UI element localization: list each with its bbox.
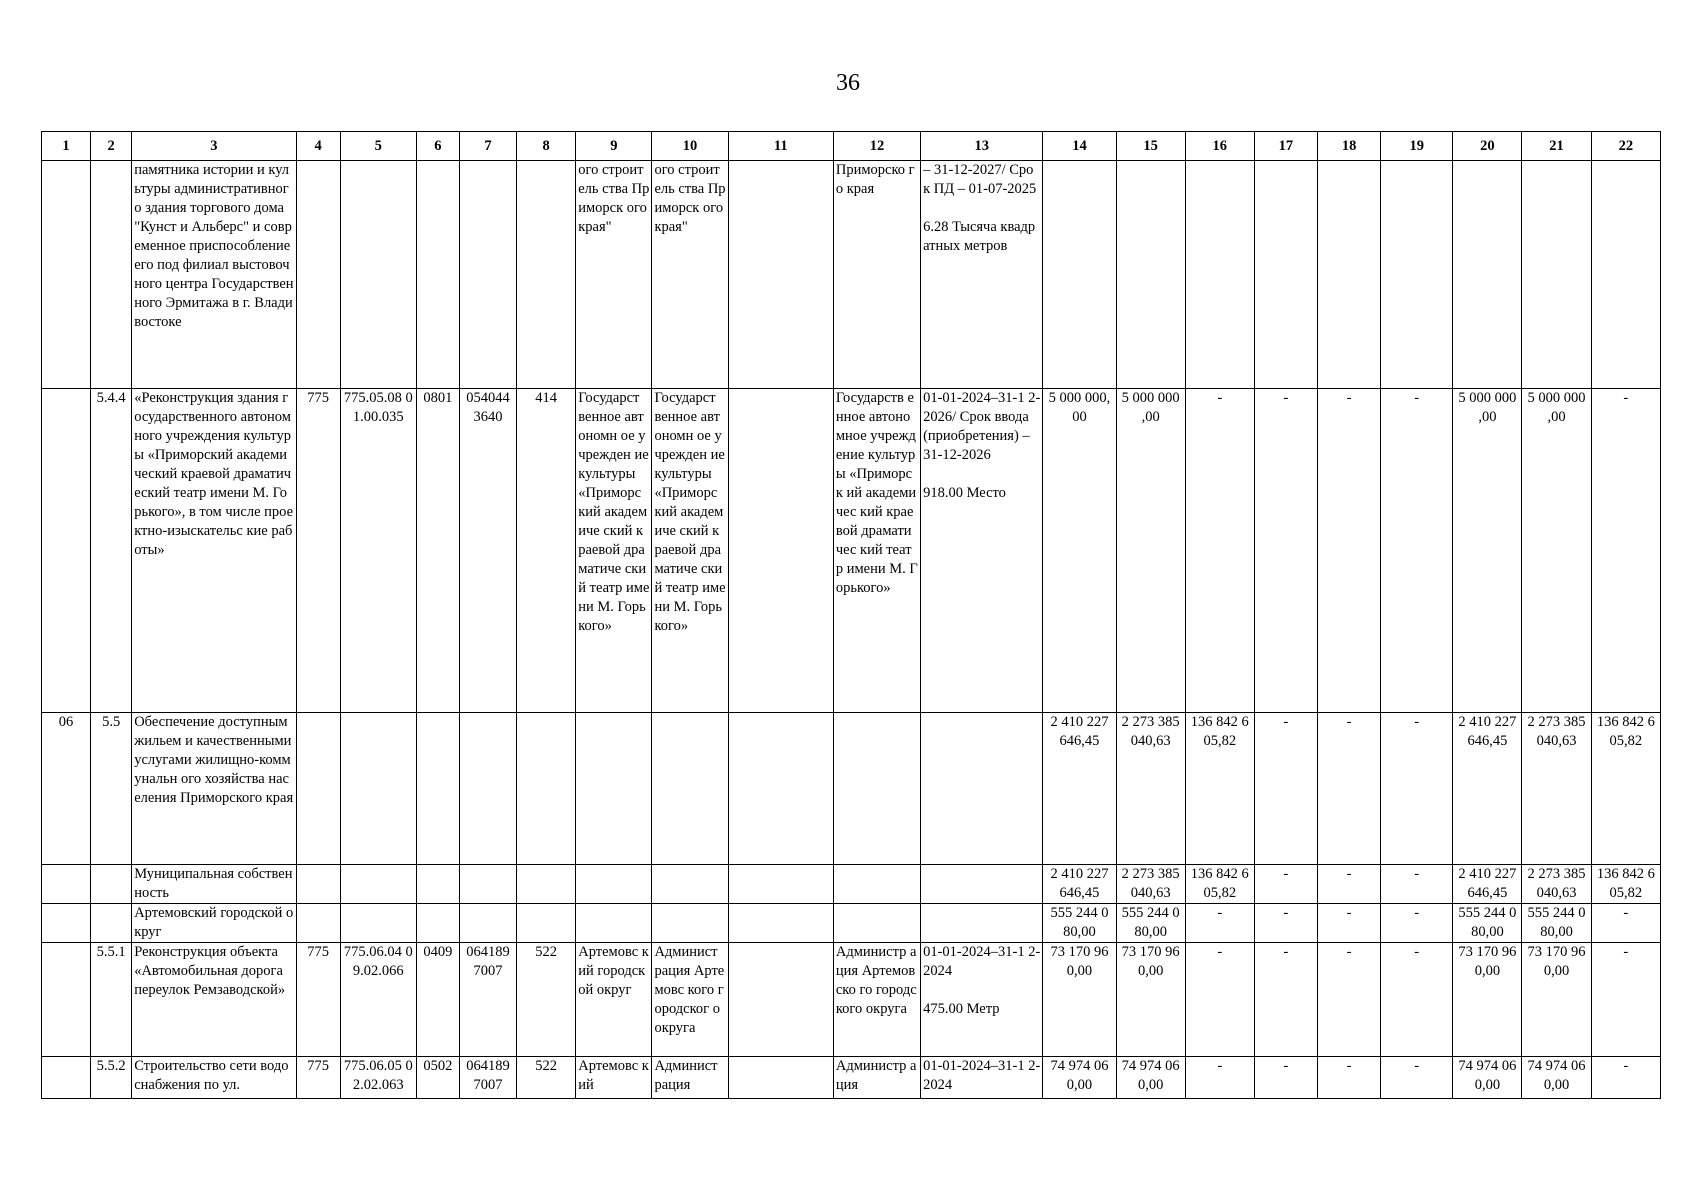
table-cell-col-17: - <box>1254 713 1317 865</box>
table-cell-col-21: 5 000 000 ,00 <box>1522 389 1591 713</box>
table-cell-col-6: 0502 <box>416 1057 459 1099</box>
table-row <box>42 943 1661 1057</box>
table-cell-col-17 <box>1254 161 1317 389</box>
table-cell-col-14: 74 974 06 0,00 <box>1043 1057 1116 1099</box>
table-row <box>42 161 1661 389</box>
table-cell-col-6: 0801 <box>416 389 459 713</box>
column-header: 12 <box>833 132 920 161</box>
column-header: 11 <box>728 132 833 161</box>
table-cell-col-11 <box>728 161 833 389</box>
table-cell-col-8: 414 <box>517 389 576 713</box>
table-cell-col-1 <box>42 904 91 943</box>
table-cell-col-2: 5.5 <box>91 713 132 865</box>
table-cell-col-12: Администр ация Артемовско го городского округа <box>833 943 920 1057</box>
table-cell-col-16 <box>1185 161 1254 389</box>
table-cell-col-15: 5 000 000 ,00 <box>1116 389 1185 713</box>
column-header: 14 <box>1043 132 1116 161</box>
column-header: 21 <box>1522 132 1591 161</box>
table-cell-col-12: Администр ация <box>833 1057 920 1099</box>
table-cell-col-17: - <box>1254 1057 1317 1099</box>
table-cell-col-18: - <box>1318 865 1381 904</box>
column-header: 7 <box>459 132 516 161</box>
table-cell-col-15 <box>1116 161 1185 389</box>
table-cell-col-10: Админист рация <box>652 1057 728 1099</box>
table-cell-col-4: 775 <box>296 389 340 713</box>
table-cell-col-3: Муниципальная собственность <box>132 865 296 904</box>
table-cell-col-3: «Реконструкция здания государственного автономного учреждения культуры «Приморский академический краевой драматический театр имени М. Горького», в том числе проектно-изыскательс кие работы» <box>132 389 296 713</box>
table-cell-col-22: 136 842 6 05,82 <box>1591 713 1660 865</box>
table-cell-col-10: Админист рация Артемовс кого городског о округа <box>652 943 728 1057</box>
table-cell-col-1 <box>42 1057 91 1099</box>
table-cell-col-21: 2 273 385 040,63 <box>1522 865 1591 904</box>
table-cell-col-12: Государств енное автономное учреждение культуры «Приморск ий академичес кий краевой драматичес кий театр имени М. Горького» <box>833 389 920 713</box>
table-cell-col-21: 73 170 96 0,00 <box>1522 943 1591 1057</box>
table-row <box>42 1057 1661 1099</box>
table-cell-col-22: 136 842 6 05,82 <box>1591 865 1660 904</box>
column-header: 22 <box>1591 132 1660 161</box>
table-cell-col-9 <box>576 713 652 865</box>
table-cell-col-3: Обеспечение доступным жильем и качественными услугами жилищно-коммунальн ого хозяйства населения Приморского края <box>132 713 296 865</box>
table-cell-col-5 <box>340 713 416 865</box>
table-row <box>42 865 1661 904</box>
table-cell-col-2: 5.5.2 <box>91 1057 132 1099</box>
table-cell-col-18: - <box>1318 1057 1381 1099</box>
table-cell-col-17: - <box>1254 904 1317 943</box>
table-cell-col-22: - <box>1591 943 1660 1057</box>
table-cell-col-7 <box>459 865 516 904</box>
table-cell-col-5 <box>340 161 416 389</box>
table-cell-col-22: - <box>1591 1057 1660 1099</box>
table-cell-col-10 <box>652 713 728 865</box>
table-cell-col-10 <box>652 904 728 943</box>
table-cell-col-19: - <box>1381 1057 1453 1099</box>
table-cell-col-19: - <box>1381 865 1453 904</box>
column-header: 13 <box>921 132 1043 161</box>
column-header: 18 <box>1318 132 1381 161</box>
table-cell-col-7 <box>459 161 516 389</box>
table-cell-col-20: 2 410 227 646,45 <box>1453 713 1522 865</box>
table-cell-col-2 <box>91 161 132 389</box>
table-cell-col-21 <box>1522 161 1591 389</box>
column-header: 19 <box>1381 132 1453 161</box>
table-cell-col-8 <box>517 161 576 389</box>
table-cell-col-6 <box>416 161 459 389</box>
table-row <box>42 713 1661 865</box>
table-cell-col-10 <box>652 865 728 904</box>
table-cell-col-13 <box>921 713 1043 865</box>
table-cell-col-13: – 31-12-2027/ Срок ПД – 01-07-2025 6.28 Тысяча квадратных метров <box>921 161 1043 389</box>
table-cell-col-9 <box>576 865 652 904</box>
table-cell-col-20: 555 244 0 80,00 <box>1453 904 1522 943</box>
table-cell-col-12: Приморско го края <box>833 161 920 389</box>
table-cell-col-19: - <box>1381 943 1453 1057</box>
table-cell-col-7: 064189 7007 <box>459 943 516 1057</box>
column-header: 16 <box>1185 132 1254 161</box>
column-header: 10 <box>652 132 728 161</box>
table-cell-col-1 <box>42 161 91 389</box>
column-header: 1 <box>42 132 91 161</box>
table-cell-col-14: 2 410 227 646,45 <box>1043 865 1116 904</box>
table-cell-col-11 <box>728 1057 833 1099</box>
page-number: 36 <box>836 70 860 96</box>
table-cell-col-5: 775.05.08 01.00.035 <box>340 389 416 713</box>
table-cell-col-12 <box>833 904 920 943</box>
budget-table <box>41 131 1661 1099</box>
table-cell-col-2: 5.4.4 <box>91 389 132 713</box>
table-cell-col-8 <box>517 904 576 943</box>
table-cell-col-13: 01-01-2024–31-1 2-2024 475.00 Метр <box>921 943 1043 1057</box>
table-cell-col-11 <box>728 865 833 904</box>
table-cell-col-16: - <box>1185 943 1254 1057</box>
table-cell-col-4: 775 <box>296 1057 340 1099</box>
table-cell-col-16: - <box>1185 1057 1254 1099</box>
table-cell-col-8 <box>517 713 576 865</box>
table-cell-col-17: - <box>1254 943 1317 1057</box>
header-row <box>42 132 1661 161</box>
table-cell-col-12 <box>833 865 920 904</box>
table-cell-col-6 <box>416 904 459 943</box>
table-cell-col-14: 2 410 227 646,45 <box>1043 713 1116 865</box>
table-cell-col-8: 522 <box>517 943 576 1057</box>
table-cell-col-14 <box>1043 161 1116 389</box>
table-cell-col-17: - <box>1254 865 1317 904</box>
table-cell-col-9: ого строитель ства Приморск ого края" <box>576 161 652 389</box>
table-cell-col-6 <box>416 865 459 904</box>
table-cell-col-22 <box>1591 161 1660 389</box>
table-cell-col-18: - <box>1318 943 1381 1057</box>
table-cell-col-13 <box>921 904 1043 943</box>
table-cell-col-15: 73 170 96 0,00 <box>1116 943 1185 1057</box>
table-cell-col-2: 5.5.1 <box>91 943 132 1057</box>
table-cell-col-11 <box>728 943 833 1057</box>
table-cell-col-18: - <box>1318 713 1381 865</box>
table-cell-col-1 <box>42 943 91 1057</box>
table-cell-col-21: 555 244 0 80,00 <box>1522 904 1591 943</box>
table-cell-col-6 <box>416 713 459 865</box>
table-row <box>42 904 1661 943</box>
table-cell-col-3: Артемовский городской округ <box>132 904 296 943</box>
table-cell-col-1 <box>42 865 91 904</box>
column-header: 5 <box>340 132 416 161</box>
table-cell-col-19: - <box>1381 713 1453 865</box>
table-cell-col-4 <box>296 865 340 904</box>
column-header: 20 <box>1453 132 1522 161</box>
table-cell-col-5 <box>340 904 416 943</box>
column-header: 4 <box>296 132 340 161</box>
table-cell-col-16: - <box>1185 904 1254 943</box>
table-cell-col-9 <box>576 904 652 943</box>
table-cell-col-3: Строительство сети водоснабжения по ул. <box>132 1057 296 1099</box>
table-cell-col-10: ого строитель ства Приморск ого края" <box>652 161 728 389</box>
table-cell-col-20: 73 170 96 0,00 <box>1453 943 1522 1057</box>
table-cell-col-16: 136 842 6 05,82 <box>1185 865 1254 904</box>
table-cell-col-13: 01-01-2024–31-1 2-2026/ Срок ввода (приобретения) – 31-12-2026 918.00 Место <box>921 389 1043 713</box>
table-cell-col-9: Государст венное автономн ое учрежден ие культуры «Приморс кий академиче ский краевой драматиче ский театр имени М. Горького» <box>576 389 652 713</box>
table-cell-col-19: - <box>1381 389 1453 713</box>
table-cell-col-11 <box>728 904 833 943</box>
table-cell-col-19 <box>1381 161 1453 389</box>
table-cell-col-11 <box>728 713 833 865</box>
table-cell-col-13 <box>921 865 1043 904</box>
table-cell-col-7 <box>459 904 516 943</box>
table-cell-col-18: - <box>1318 904 1381 943</box>
table-cell-col-15: 555 244 0 80,00 <box>1116 904 1185 943</box>
table-cell-col-20: 2 410 227 646,45 <box>1453 865 1522 904</box>
table-cell-col-21: 2 273 385 040,63 <box>1522 713 1591 865</box>
table-cell-col-4 <box>296 713 340 865</box>
column-header: 6 <box>416 132 459 161</box>
table-cell-col-18 <box>1318 161 1381 389</box>
table-cell-col-5: 775.06.04 09.02.066 <box>340 943 416 1057</box>
table-cell-col-5: 775.06.05 02.02.063 <box>340 1057 416 1099</box>
table-cell-col-3: Реконструкция объекта «Автомобильная дорога переулок Ремзаводской» <box>132 943 296 1057</box>
table-cell-col-21: 74 974 06 0,00 <box>1522 1057 1591 1099</box>
table-cell-col-3: памятника истории и культуры административного здания торгового дома "Кунст и Альберс" и современное приспособление его под филиал выстовочного центра Государственного Эрмитажа в г. Владивостоке <box>132 161 296 389</box>
table-cell-col-2 <box>91 904 132 943</box>
table-cell-col-14: 555 244 0 80,00 <box>1043 904 1116 943</box>
table-cell-col-7 <box>459 713 516 865</box>
column-header: 8 <box>517 132 576 161</box>
table-cell-col-15: 2 273 385 040,63 <box>1116 713 1185 865</box>
table-cell-col-2 <box>91 865 132 904</box>
column-header: 2 <box>91 132 132 161</box>
table-cell-col-15: 2 273 385 040,63 <box>1116 865 1185 904</box>
table-cell-col-5 <box>340 865 416 904</box>
table-cell-col-1 <box>42 389 91 713</box>
table-cell-col-7: 064189 7007 <box>459 1057 516 1099</box>
table-cell-col-11 <box>728 389 833 713</box>
table-cell-col-4: 775 <box>296 943 340 1057</box>
table-cell-col-13: 01-01-2024–31-1 2-2024 <box>921 1057 1043 1099</box>
table-cell-col-8: 522 <box>517 1057 576 1099</box>
table-cell-col-8 <box>517 865 576 904</box>
table-cell-col-6: 0409 <box>416 943 459 1057</box>
table-cell-col-14: 5 000 000, 00 <box>1043 389 1116 713</box>
table-cell-col-17: - <box>1254 389 1317 713</box>
table-cell-col-1: 06 <box>42 713 91 865</box>
table-cell-col-19: - <box>1381 904 1453 943</box>
table-cell-col-20: 5 000 000 ,00 <box>1453 389 1522 713</box>
table-cell-col-12 <box>833 713 920 865</box>
table-cell-col-16: 136 842 6 05,82 <box>1185 713 1254 865</box>
table-cell-col-9: Артемовс кий <box>576 1057 652 1099</box>
column-header: 3 <box>132 132 296 161</box>
table-cell-col-4 <box>296 161 340 389</box>
table-cell-col-4 <box>296 904 340 943</box>
column-header: 9 <box>576 132 652 161</box>
table-cell-col-14: 73 170 96 0,00 <box>1043 943 1116 1057</box>
table-cell-col-9: Артемовс кий городской округ <box>576 943 652 1057</box>
table-row <box>42 389 1661 713</box>
column-header: 15 <box>1116 132 1185 161</box>
table-cell-col-7: 054044 3640 <box>459 389 516 713</box>
table-cell-col-16: - <box>1185 389 1254 713</box>
table-cell-col-10: Государст венное автономн ое учрежден ие культуры «Приморс кий академиче ский краевой драматиче ский театр имени М. Горького» <box>652 389 728 713</box>
table-cell-col-18: - <box>1318 389 1381 713</box>
table-cell-col-15: 74 974 06 0,00 <box>1116 1057 1185 1099</box>
table-cell-col-22: - <box>1591 389 1660 713</box>
column-header: 17 <box>1254 132 1317 161</box>
table-cell-col-20 <box>1453 161 1522 389</box>
table-cell-col-20: 74 974 06 0,00 <box>1453 1057 1522 1099</box>
table-cell-col-22: - <box>1591 904 1660 943</box>
